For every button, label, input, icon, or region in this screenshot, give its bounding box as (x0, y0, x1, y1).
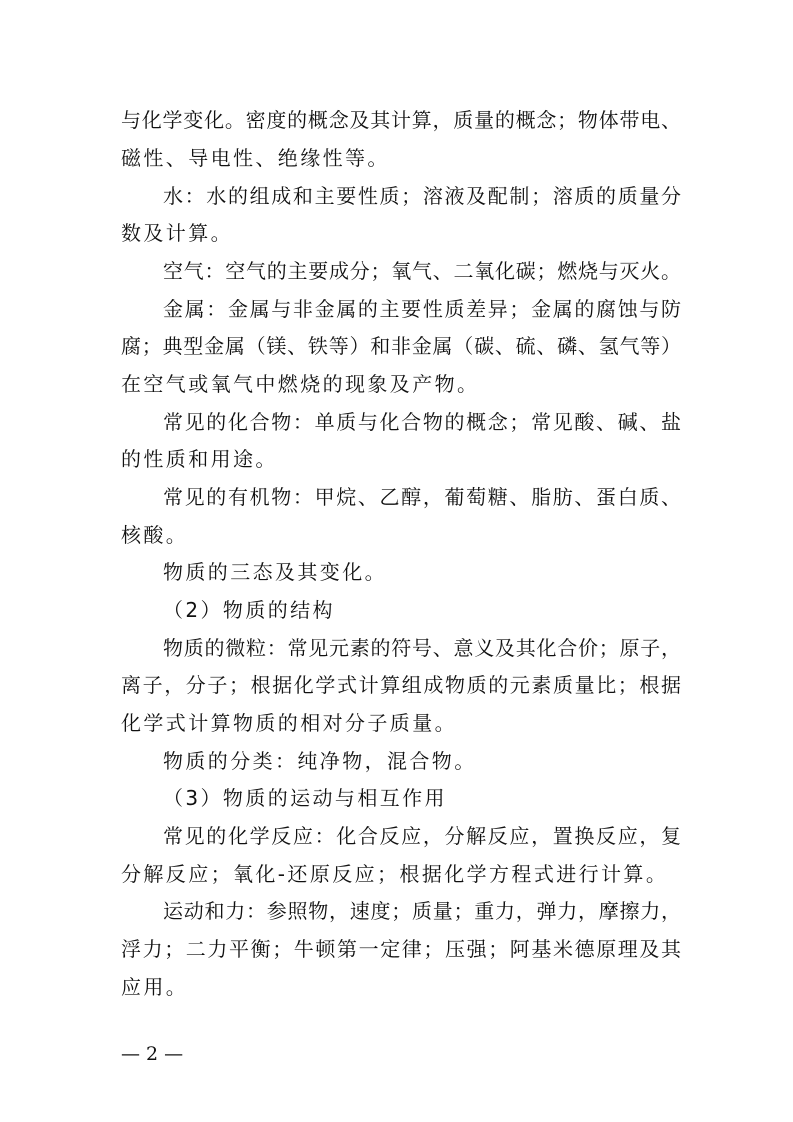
text-line: 数及计算。 (121, 221, 233, 245)
text-line: 的性质和用途。 (121, 447, 278, 471)
text-line: 物质的三态及其变化。 (163, 560, 387, 584)
text-line: 空气：空气的主要成分；氧气、二氧化碳；燃烧与灭火。 (163, 259, 681, 283)
text-line: 核酸。 (121, 523, 189, 547)
text-line: 与化学变化。密度的概念及其计算，质量的概念；物体带电、 (121, 108, 681, 132)
text-line: 离子，分子；根据化学式计算组成物质的元素质量比；根据 (121, 673, 681, 697)
text-line: 常见的有机物：甲烷、乙醇，葡萄糖、脂肪、蛋白质、 (163, 485, 681, 509)
text-line: 在空气或氧气中燃烧的现象及产物。 (121, 372, 480, 396)
page-number: — 2 — (121, 1043, 184, 1065)
text-line: 应用。 (121, 975, 189, 999)
text-line: 常见的化学反应：化合反应，分解反应，置换反应，复 (163, 824, 681, 848)
text-line: 浮力；二力平衡；牛顿第一定律；压强；阿基米德原理及其 (121, 937, 681, 961)
text-line: 物质的分类：纯净物，混合物。 (163, 749, 477, 773)
text-line: 水：水的组成和主要性质；溶液及配制；溶质的质量分 (163, 184, 681, 208)
text-line: 运动和力：参照物，速度；质量；重力，弹力，摩擦力， (163, 899, 681, 923)
section-heading: （3）物质的运动与相互作用 (163, 786, 447, 810)
text-line: 物质的微粒：常见元素的符号、意义及其化合价；原子， (163, 636, 681, 660)
text-line: 金属：金属与非金属的主要性质差异；金属的腐蚀与防 (163, 297, 681, 321)
section-heading: （2）物质的结构 (163, 598, 335, 622)
text-line: 常见的化合物：单质与化合物的概念；常见酸、碱、盐 (163, 410, 681, 434)
text-line: 腐；典型金属（镁、铁等）和非金属（碳、硫、磷、氢气等） (121, 334, 681, 358)
text-line: 磁性、导电性、绝缘性等。 (121, 146, 390, 170)
text-line: 分解反应；氧化-还原反应；根据化学方程式进行计算。 (121, 862, 669, 886)
text-line: 化学式计算物质的相对分子质量。 (121, 711, 457, 735)
